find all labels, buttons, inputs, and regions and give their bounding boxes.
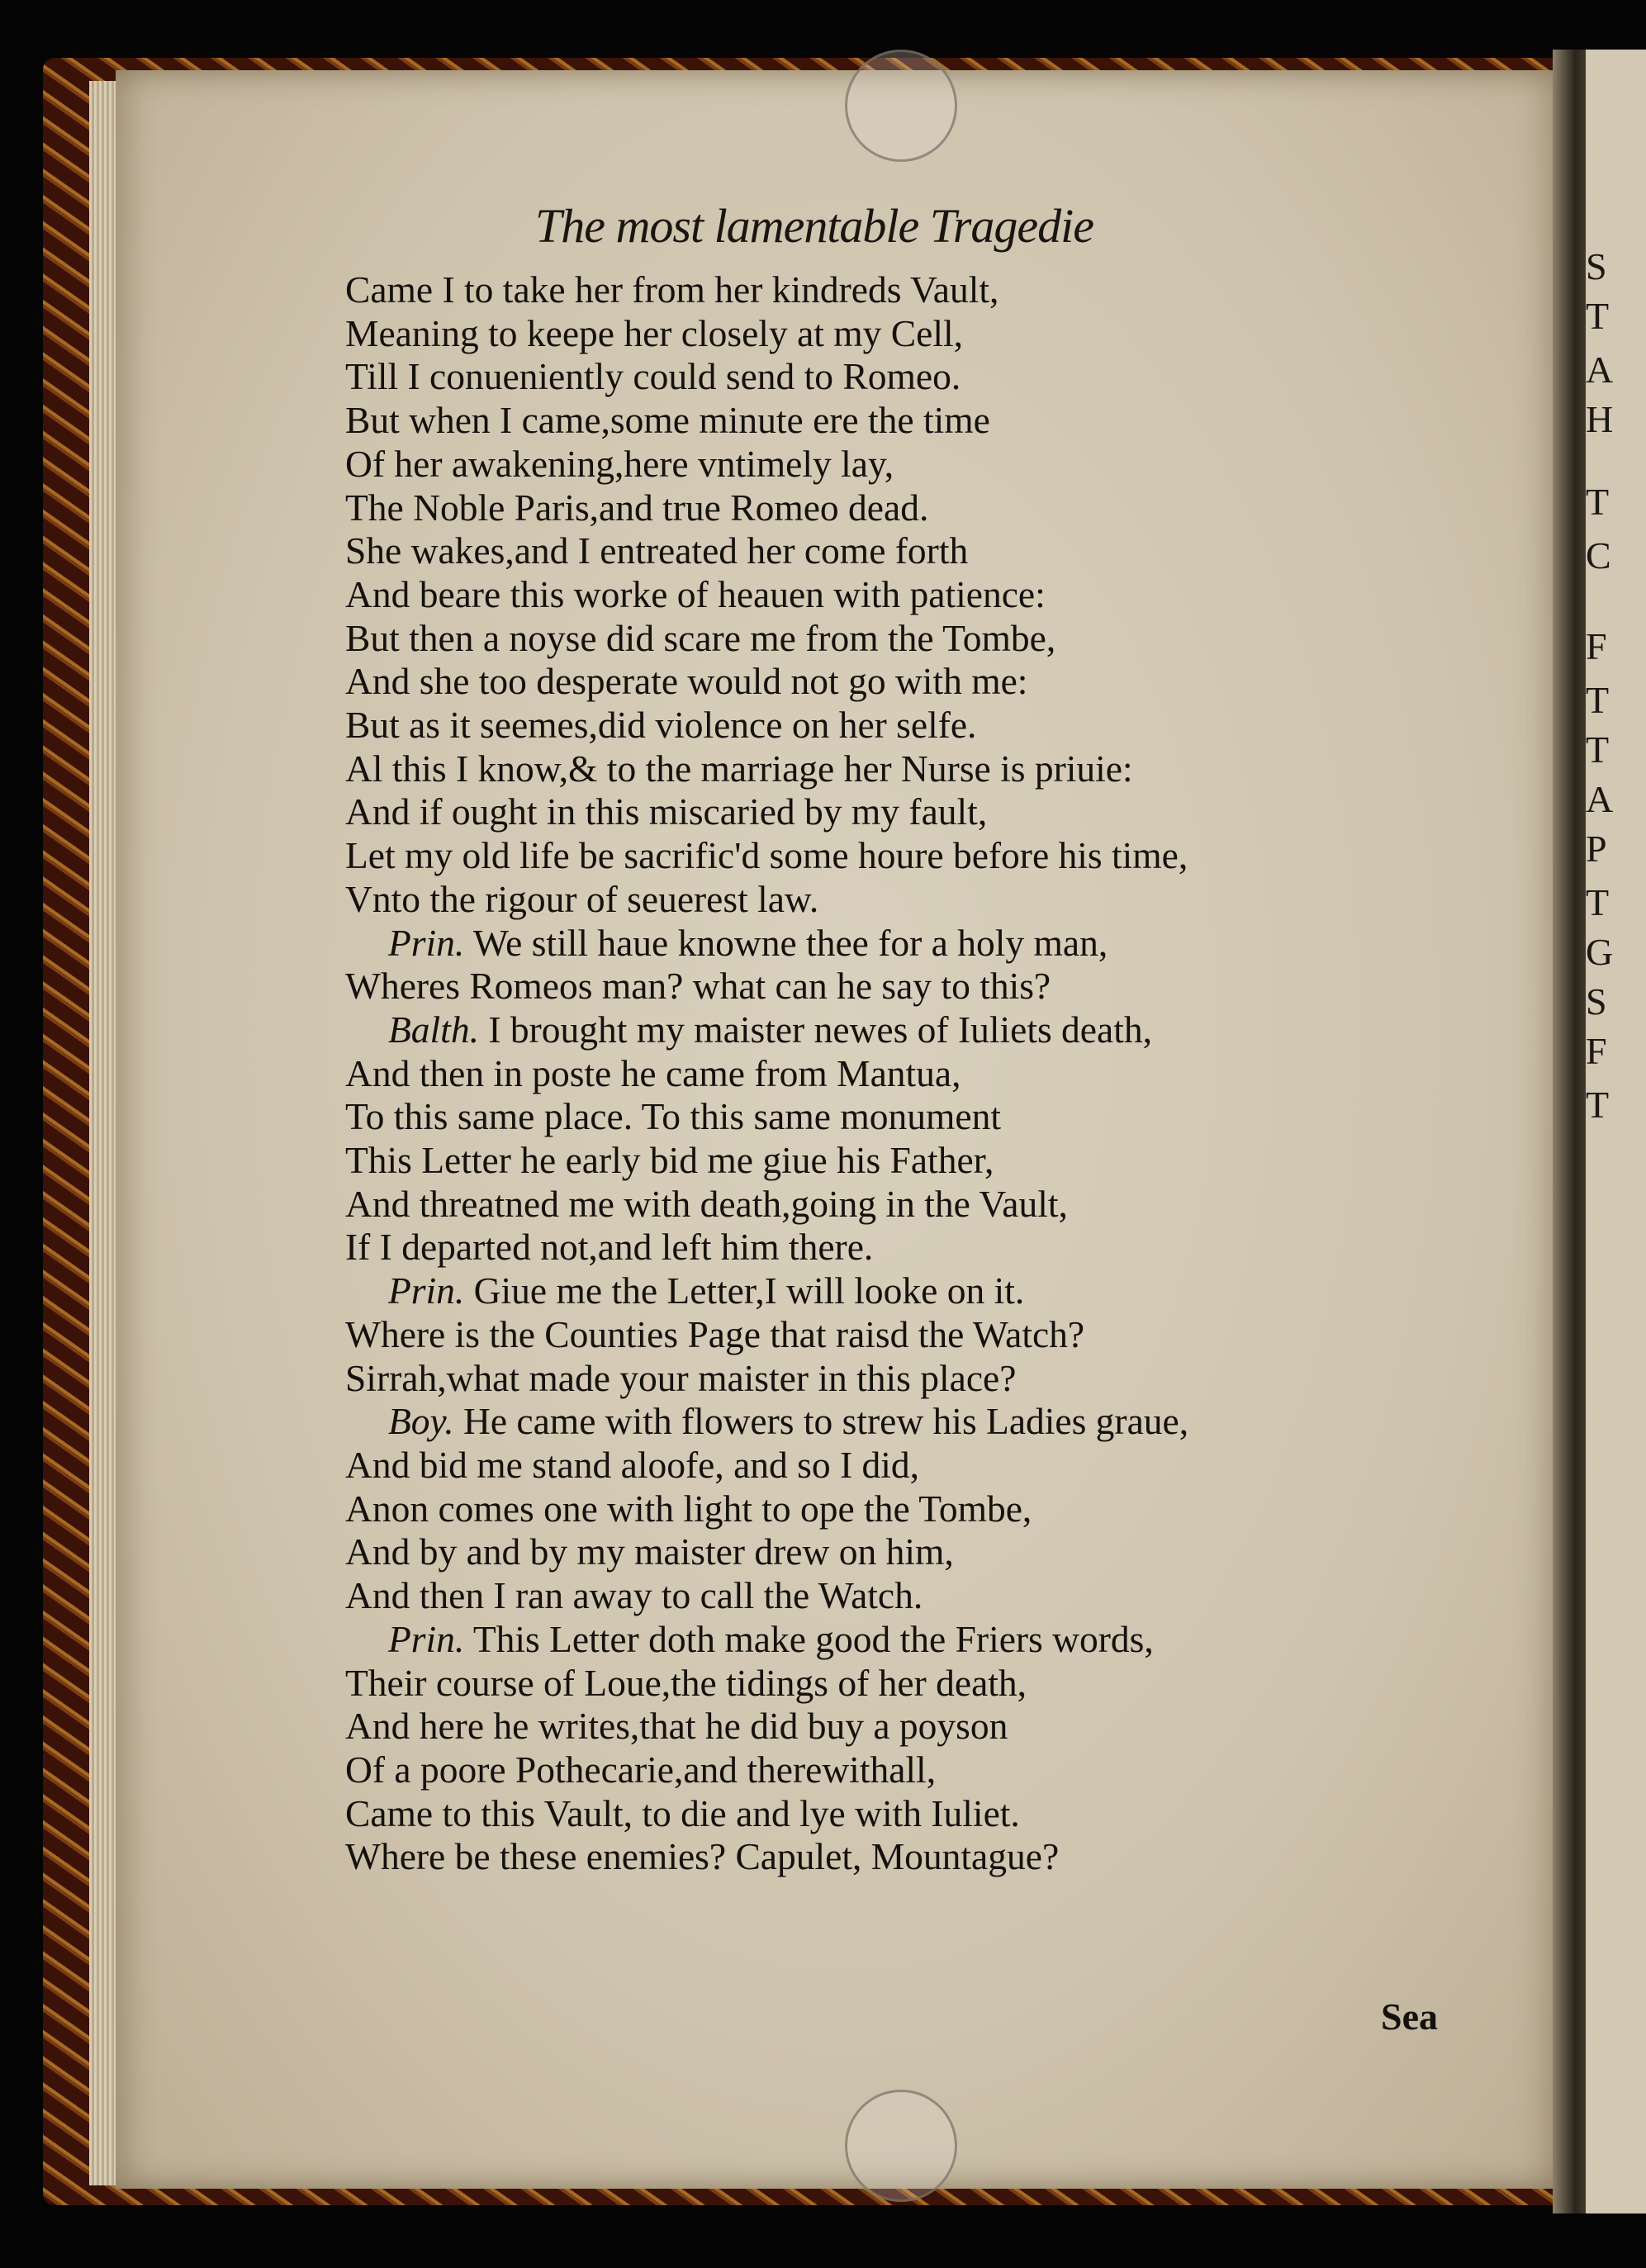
line-text: But as it seemes,did violence on her selfe. — [345, 704, 977, 747]
line-text: If I departed not,and left him there. — [345, 1226, 874, 1269]
text-line — [345, 790, 1295, 834]
text-line — [345, 1530, 1295, 1574]
line-text: Their course of Loue,the tidings of her death, — [345, 1661, 1027, 1704]
line-text: We still haue knowne thee for a holy man, — [472, 921, 1108, 964]
text-line — [345, 1705, 1295, 1748]
line-text: And she too desperate would not go with me: — [345, 660, 1028, 703]
play-text — [345, 268, 1295, 1879]
line-text: Where be these enemies? Capulet, Mountague? — [345, 1835, 1060, 1878]
text-line — [345, 312, 1295, 356]
text-line — [345, 965, 1295, 1008]
speaker-name: Prin. — [388, 1617, 465, 1660]
speech-line — [345, 1008, 1295, 1052]
facing-page-fragment: T — [1586, 881, 1610, 923]
line-text: Wheres Romeos man? what can he say to this? — [345, 965, 1051, 1008]
line-text: Came to this Vault, to die and lye with Iuliet. — [345, 1791, 1020, 1834]
text-line — [345, 1226, 1295, 1269]
text-line — [345, 1052, 1295, 1096]
facing-page-fragment: T — [1586, 679, 1610, 721]
line-text: Meaning to keepe her closely at my Cell, — [345, 311, 963, 354]
line-text: Anon comes one with light to ope the Tombe, — [345, 1487, 1032, 1530]
line-text: And then in poste he came from Mantua, — [345, 1051, 961, 1094]
line-text: And beare this worke of heauen with patience: — [345, 572, 1046, 615]
facing-page-fragment: S — [1586, 245, 1607, 287]
facing-page-fragment: T — [1586, 728, 1610, 771]
line-text: Of her awakening,here vntimely lay, — [345, 442, 894, 485]
text-line — [345, 1835, 1295, 1879]
text-line — [345, 1139, 1295, 1183]
line-text: Sirrah,what made your maister in this place? — [345, 1356, 1017, 1399]
line-text: Came I to take her from her kindreds Vault, — [345, 268, 999, 311]
line-text: I brought my maister newes of Iuliets death, — [488, 1008, 1152, 1051]
text-line — [345, 1095, 1295, 1139]
line-text: And if ought in this miscaried by my fault, — [345, 790, 988, 833]
running-title: The most lamentable Tragedie — [535, 199, 1094, 253]
text-line — [345, 529, 1295, 573]
line-text: This Letter he early bid me giue his Father, — [345, 1139, 994, 1182]
speaker-name: Balth. — [388, 1008, 479, 1051]
text-line — [345, 486, 1295, 530]
facing-page-fragment: F — [1586, 625, 1607, 667]
text-line — [345, 1748, 1295, 1792]
facing-page-fragment: H — [1586, 398, 1614, 440]
line-text: Where is the Counties Page that raisd the Watch? — [345, 1312, 1085, 1355]
speech-line — [345, 1400, 1295, 1444]
text-line — [345, 355, 1295, 399]
text-line — [345, 660, 1295, 704]
line-text: But then a noyse did scare me from the Tombe, — [345, 616, 1056, 659]
facing-page-fragment: T — [1586, 481, 1610, 523]
text-line — [345, 1313, 1295, 1357]
text-line — [345, 747, 1295, 791]
facing-page-fragment: T — [1586, 295, 1610, 337]
line-text: This Letter doth make good the Friers words, — [472, 1617, 1154, 1660]
speech-line — [345, 1618, 1295, 1662]
text-line — [345, 1574, 1295, 1618]
facing-page-fragment: T — [1586, 1084, 1610, 1126]
facing-page — [1586, 50, 1646, 2213]
text-line — [345, 704, 1295, 747]
text-line — [345, 573, 1295, 617]
line-text: And bid me stand aloofe, and so I did, — [345, 1443, 920, 1486]
text-line — [345, 268, 1295, 312]
facing-page-fragment: A — [1586, 349, 1614, 391]
line-text: And here he writes,that he did buy a poyson — [345, 1705, 1008, 1748]
line-text: Giue me the Letter,I will looke on it. — [473, 1269, 1025, 1312]
line-text: And threatned me with death,going in the Vault, — [345, 1182, 1068, 1225]
speech-line — [345, 922, 1295, 966]
speaker-name: Boy. — [388, 1400, 454, 1443]
line-text: The Noble Paris,and true Romeo dead. — [345, 486, 929, 529]
text-line — [345, 1357, 1295, 1401]
line-text: He came with flowers to strew his Ladies graue, — [462, 1400, 1189, 1443]
speaker-name: Prin. — [388, 921, 465, 964]
catchword: Sea — [1381, 1995, 1438, 2038]
facing-page-fragment: A — [1586, 778, 1614, 820]
line-text: To this same place. To this same monument — [345, 1095, 1001, 1138]
line-text: Al this I know,& to the marriage her Nurse is priuie: — [345, 747, 1133, 790]
speaker-name: Prin. — [388, 1269, 465, 1312]
speech-line — [345, 1269, 1295, 1313]
facing-page-fragment: F — [1586, 1030, 1607, 1072]
line-text: Let my old life be sacrific'd some houre before his time, — [345, 834, 1188, 877]
line-text: Vnto the rigour of seuerest law. — [345, 877, 819, 920]
text-line — [345, 399, 1295, 443]
line-text: Till I conueniently could send to Romeo. — [345, 355, 961, 398]
text-line — [345, 878, 1295, 922]
line-text: She wakes,and I entreated her come forth — [345, 529, 969, 572]
facing-page-fragment: S — [1586, 980, 1607, 1022]
text-line — [345, 617, 1295, 661]
facing-page-fragment: C — [1586, 534, 1611, 576]
line-text: Of a poore Pothecarie,and therewithall, — [345, 1748, 937, 1791]
text-line — [345, 1183, 1295, 1227]
text-line — [345, 834, 1295, 878]
book-gutter — [1553, 50, 1590, 2213]
facing-page-fragment: G — [1586, 931, 1614, 973]
text-line — [345, 1792, 1295, 1836]
text-line — [345, 1662, 1295, 1706]
facing-page-fragment: P — [1586, 828, 1607, 870]
line-text: And by and by my maister drew on him, — [345, 1530, 954, 1573]
page-clip-bottom — [845, 2090, 957, 2202]
text-line — [345, 1487, 1295, 1531]
line-text: But when I came,some minute ere the time — [345, 399, 990, 442]
text-line — [345, 1444, 1295, 1487]
page-clip-top — [845, 50, 957, 162]
text-line — [345, 443, 1295, 486]
line-text: And then I ran away to call the Watch. — [345, 1574, 923, 1617]
